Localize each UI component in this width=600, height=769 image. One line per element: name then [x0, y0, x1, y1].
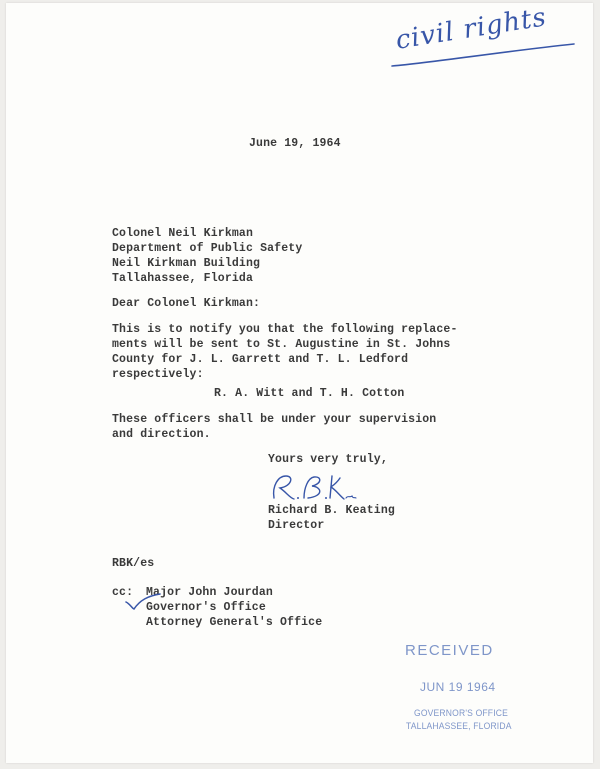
- recipient-city: Tallahassee, Florida: [112, 272, 254, 285]
- cc-item: Governor's Office: [146, 601, 266, 614]
- received-stamp-label: RECEIVED: [405, 642, 494, 659]
- replacement-officers: R. A. Witt and T. H. Cotton: [214, 387, 405, 400]
- body-line: County for J. L. Garrett and T. L. Ledford: [112, 353, 409, 366]
- letter-page: [6, 3, 593, 763]
- handwritten-annotation: civil rights: [393, 2, 549, 56]
- checkmark-icon: [122, 590, 162, 612]
- cc-label: cc:: [112, 586, 134, 599]
- annotation-underline: [388, 40, 578, 72]
- signature-initials: [268, 468, 358, 508]
- recipient-name: Colonel Neil Kirkman: [112, 227, 254, 240]
- body-line: This is to notify you that the following replace-: [112, 323, 458, 336]
- received-stamp-date: JUN 19 1964: [420, 680, 496, 694]
- signer-title: Director: [268, 519, 325, 532]
- signer-name: Richard B. Keating: [268, 504, 395, 517]
- received-stamp-office: GOVERNOR'S OFFICE: [414, 708, 509, 719]
- recipient-department: Department of Public Safety: [112, 242, 303, 255]
- complimentary-close: Yours very truly,: [268, 453, 388, 466]
- cc-item: Major John Jourdan: [146, 586, 273, 599]
- body-line: ments will be sent to St. Augustine in St. Johns: [112, 338, 451, 351]
- cc-item: Attorney General's Office: [146, 616, 323, 629]
- letter-date: June 19, 1964: [249, 137, 341, 150]
- recipient-building: Neil Kirkman Building: [112, 257, 261, 270]
- closing-line: and direction.: [112, 428, 211, 441]
- received-stamp-city: TALLAHASSEE, FLORIDA: [406, 721, 512, 732]
- body-line: respectively:: [112, 368, 204, 381]
- reference-initials: RBK/es: [112, 557, 155, 570]
- closing-line: These officers shall be under your supervision: [112, 413, 437, 426]
- salutation: Dear Colonel Kirkman:: [112, 297, 261, 310]
